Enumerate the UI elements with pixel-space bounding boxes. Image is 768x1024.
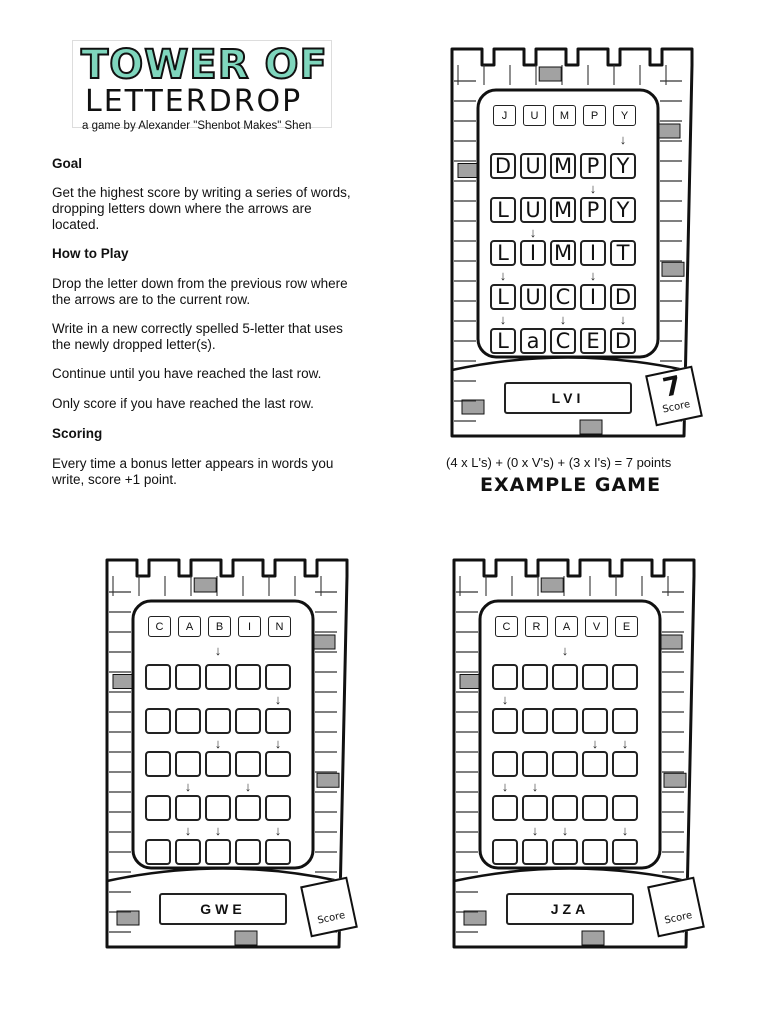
- puzzle-tower-2: [450, 556, 720, 961]
- title-letterdrop: LETTERDROP: [85, 84, 303, 119]
- letter-box[interactable]: [552, 664, 578, 690]
- bonus-letters: LVI: [504, 382, 632, 414]
- drop-arrow-icon: ↓: [559, 312, 567, 327]
- start-letter-tile: R: [525, 616, 548, 637]
- letter-box[interactable]: M: [550, 197, 576, 223]
- letter-box[interactable]: I: [580, 240, 606, 266]
- drop-arrow-icon: ↓: [529, 225, 537, 240]
- drop-arrow-icon: ↓: [274, 823, 282, 838]
- letter-box[interactable]: U: [520, 153, 546, 179]
- hatched-brick: [580, 420, 602, 434]
- drop-arrow-icon: ↓: [621, 823, 629, 838]
- drop-arrow-icon: ↓: [214, 736, 222, 751]
- goal-heading: Goal: [52, 156, 83, 171]
- how-to-play-step-4: Only score if you have reached the last row.: [52, 396, 314, 411]
- bonus-letters: JZA: [506, 893, 634, 925]
- bonus-letters: GWE: [159, 893, 287, 925]
- hatched-brick: [235, 931, 257, 945]
- hatched-brick: [462, 400, 484, 414]
- letter-box[interactable]: [522, 708, 548, 734]
- start-letter-tile: N: [268, 616, 291, 637]
- hatched-brick: [582, 931, 604, 945]
- drop-arrow-icon: ↓: [501, 779, 509, 794]
- letter-box[interactable]: [265, 795, 291, 821]
- drop-arrow-icon: ↓: [621, 736, 629, 751]
- drop-arrow-icon: ↓: [561, 643, 569, 658]
- letter-box[interactable]: [522, 751, 548, 777]
- how-to-play-step-1: Drop the letter down from the previous row where the arrows are to the current row.: [52, 276, 348, 307]
- score-label: Score: [661, 398, 692, 416]
- letter-box[interactable]: [552, 751, 578, 777]
- letter-box[interactable]: [612, 664, 638, 690]
- hatched-brick: [664, 773, 686, 787]
- letter-box[interactable]: [235, 664, 261, 690]
- drop-arrow-icon: ↓: [274, 736, 282, 751]
- start-letter-tile: A: [178, 616, 201, 637]
- letter-box[interactable]: L: [490, 197, 516, 223]
- letter-box[interactable]: [175, 751, 201, 777]
- letter-box[interactable]: [265, 839, 291, 865]
- hatched-brick: [658, 124, 680, 138]
- byline: a game by Alexander "Shenbot Makes" Shen: [82, 120, 312, 132]
- letter-box[interactable]: C: [550, 284, 576, 310]
- letter-box[interactable]: [175, 664, 201, 690]
- letter-box[interactable]: D: [490, 153, 516, 179]
- drop-arrow-icon: ↓: [501, 692, 509, 707]
- letter-box[interactable]: [492, 664, 518, 690]
- score-formula: (4 x L's) + (0 x V's) + (3 x I's) = 7 points: [446, 455, 672, 470]
- letter-box[interactable]: [552, 795, 578, 821]
- hatched-brick: [464, 911, 486, 925]
- letter-box[interactable]: [145, 751, 171, 777]
- letter-box[interactable]: [582, 839, 608, 865]
- letter-box[interactable]: [492, 839, 518, 865]
- letter-box[interactable]: [552, 839, 578, 865]
- letter-box[interactable]: [205, 664, 231, 690]
- letter-box[interactable]: [265, 751, 291, 777]
- drop-arrow-icon: ↓: [184, 823, 192, 838]
- drop-arrow-icon: ↓: [589, 181, 597, 196]
- letter-box[interactable]: E: [580, 328, 606, 354]
- letter-box[interactable]: [612, 795, 638, 821]
- letter-box[interactable]: I: [580, 284, 606, 310]
- game-logo: [72, 40, 332, 128]
- start-letter-tile: E: [615, 616, 638, 637]
- start-letter-tile: P: [583, 105, 606, 126]
- letter-box[interactable]: [145, 708, 171, 734]
- hatched-brick: [317, 773, 339, 787]
- start-letter-tile: A: [555, 616, 578, 637]
- letter-box[interactable]: [492, 708, 518, 734]
- letter-box[interactable]: [235, 795, 261, 821]
- letter-box[interactable]: [235, 839, 261, 865]
- start-letter-tile: U: [523, 105, 546, 126]
- start-letter-tile: I: [238, 616, 261, 637]
- letter-box[interactable]: [175, 795, 201, 821]
- letter-box[interactable]: [582, 708, 608, 734]
- scoring-heading: Scoring: [52, 426, 103, 441]
- score-tag[interactable]: [645, 366, 703, 427]
- score-tag[interactable]: [300, 877, 358, 938]
- letter-box[interactable]: [582, 795, 608, 821]
- letter-box[interactable]: [522, 664, 548, 690]
- hatched-brick: [539, 67, 561, 81]
- hatched-brick: [117, 911, 139, 925]
- letter-box[interactable]: M: [550, 240, 576, 266]
- letter-box[interactable]: [612, 708, 638, 734]
- drop-arrow-icon: ↓: [531, 779, 539, 794]
- drop-arrow-icon: ↓: [591, 736, 599, 751]
- drop-arrow-icon: ↓: [499, 268, 507, 283]
- start-letter-tile: J: [493, 105, 516, 126]
- hatched-brick: [660, 635, 682, 649]
- letter-box[interactable]: [145, 839, 171, 865]
- letter-box[interactable]: [612, 751, 638, 777]
- letter-box[interactable]: [265, 664, 291, 690]
- letter-box[interactable]: P: [580, 197, 606, 223]
- letter-box[interactable]: [522, 839, 548, 865]
- drop-arrow-icon: ↓: [214, 643, 222, 658]
- drop-arrow-icon: ↓: [531, 823, 539, 838]
- letter-box[interactable]: [235, 708, 261, 734]
- letter-box[interactable]: [522, 795, 548, 821]
- letter-box[interactable]: [175, 839, 201, 865]
- letter-box[interactable]: [612, 839, 638, 865]
- start-letter-tile: C: [148, 616, 171, 637]
- letter-box[interactable]: L: [490, 328, 516, 354]
- letter-box[interactable]: U: [520, 197, 546, 223]
- score-label: Score: [663, 909, 694, 927]
- letter-box[interactable]: D: [610, 328, 636, 354]
- example-tower: [448, 45, 718, 450]
- example-game-caption: EXAMPLE GAME: [480, 474, 662, 496]
- puzzle-tower-1: [103, 556, 373, 961]
- letter-box[interactable]: U: [520, 284, 546, 310]
- letter-box[interactable]: a: [520, 328, 546, 354]
- hatched-brick: [313, 635, 335, 649]
- score-tag[interactable]: [647, 877, 705, 938]
- scoring-text: Every time a bonus letter appears in words you write, score +1 point.: [52, 456, 334, 487]
- drop-arrow-icon: ↓: [499, 312, 507, 327]
- drop-arrow-icon: ↓: [184, 779, 192, 794]
- score-label: Score: [316, 909, 347, 927]
- letter-box[interactable]: [235, 751, 261, 777]
- letter-box[interactable]: M: [550, 153, 576, 179]
- start-letter-tile: Y: [613, 105, 636, 126]
- score-value: 7: [660, 370, 685, 404]
- letter-box[interactable]: [205, 751, 231, 777]
- hatched-brick: [662, 262, 684, 276]
- drop-arrow-icon: ↓: [214, 823, 222, 838]
- letter-box[interactable]: [205, 839, 231, 865]
- how-to-play-step-3: Continue until you have reached the last row.: [52, 366, 322, 381]
- drop-arrow-icon: ↓: [561, 823, 569, 838]
- letter-box[interactable]: C: [550, 328, 576, 354]
- goal-text: Get the highest score by writing a series of words, dropping letters down where the arrows are located.: [52, 185, 351, 232]
- drop-arrow-icon: ↓: [274, 692, 282, 707]
- letter-box[interactable]: I: [520, 240, 546, 266]
- letter-box[interactable]: [492, 751, 518, 777]
- letter-box[interactable]: T: [610, 240, 636, 266]
- letter-box[interactable]: [175, 708, 201, 734]
- letter-box[interactable]: [205, 708, 231, 734]
- hatched-brick: [541, 578, 563, 592]
- letter-box[interactable]: Y: [610, 197, 636, 223]
- drop-arrow-icon: ↓: [589, 268, 597, 283]
- letter-box[interactable]: [205, 795, 231, 821]
- letter-box[interactable]: D: [610, 284, 636, 310]
- drop-arrow-icon: ↓: [244, 779, 252, 794]
- title-tower-of: TOWER OF: [81, 42, 328, 88]
- start-letter-tile: V: [585, 616, 608, 637]
- drop-arrow-icon: ↓: [619, 132, 627, 147]
- hatched-brick: [194, 578, 216, 592]
- letter-box[interactable]: [265, 708, 291, 734]
- letter-box[interactable]: [492, 795, 518, 821]
- letter-box[interactable]: [145, 795, 171, 821]
- letter-box[interactable]: P: [580, 153, 606, 179]
- letter-box[interactable]: L: [490, 284, 516, 310]
- how-to-play-heading: How to Play: [52, 246, 129, 261]
- letter-box[interactable]: [145, 664, 171, 690]
- letter-box[interactable]: Y: [610, 153, 636, 179]
- start-letter-tile: C: [495, 616, 518, 637]
- start-letter-tile: B: [208, 616, 231, 637]
- letter-box[interactable]: [552, 708, 578, 734]
- letter-box[interactable]: L: [490, 240, 516, 266]
- letter-box[interactable]: [582, 664, 608, 690]
- start-letter-tile: M: [553, 105, 576, 126]
- letter-box[interactable]: [582, 751, 608, 777]
- how-to-play-step-2: Write in a new correctly spelled 5-letter that uses the newly dropped letter(s).: [52, 321, 343, 352]
- drop-arrow-icon: ↓: [619, 312, 627, 327]
